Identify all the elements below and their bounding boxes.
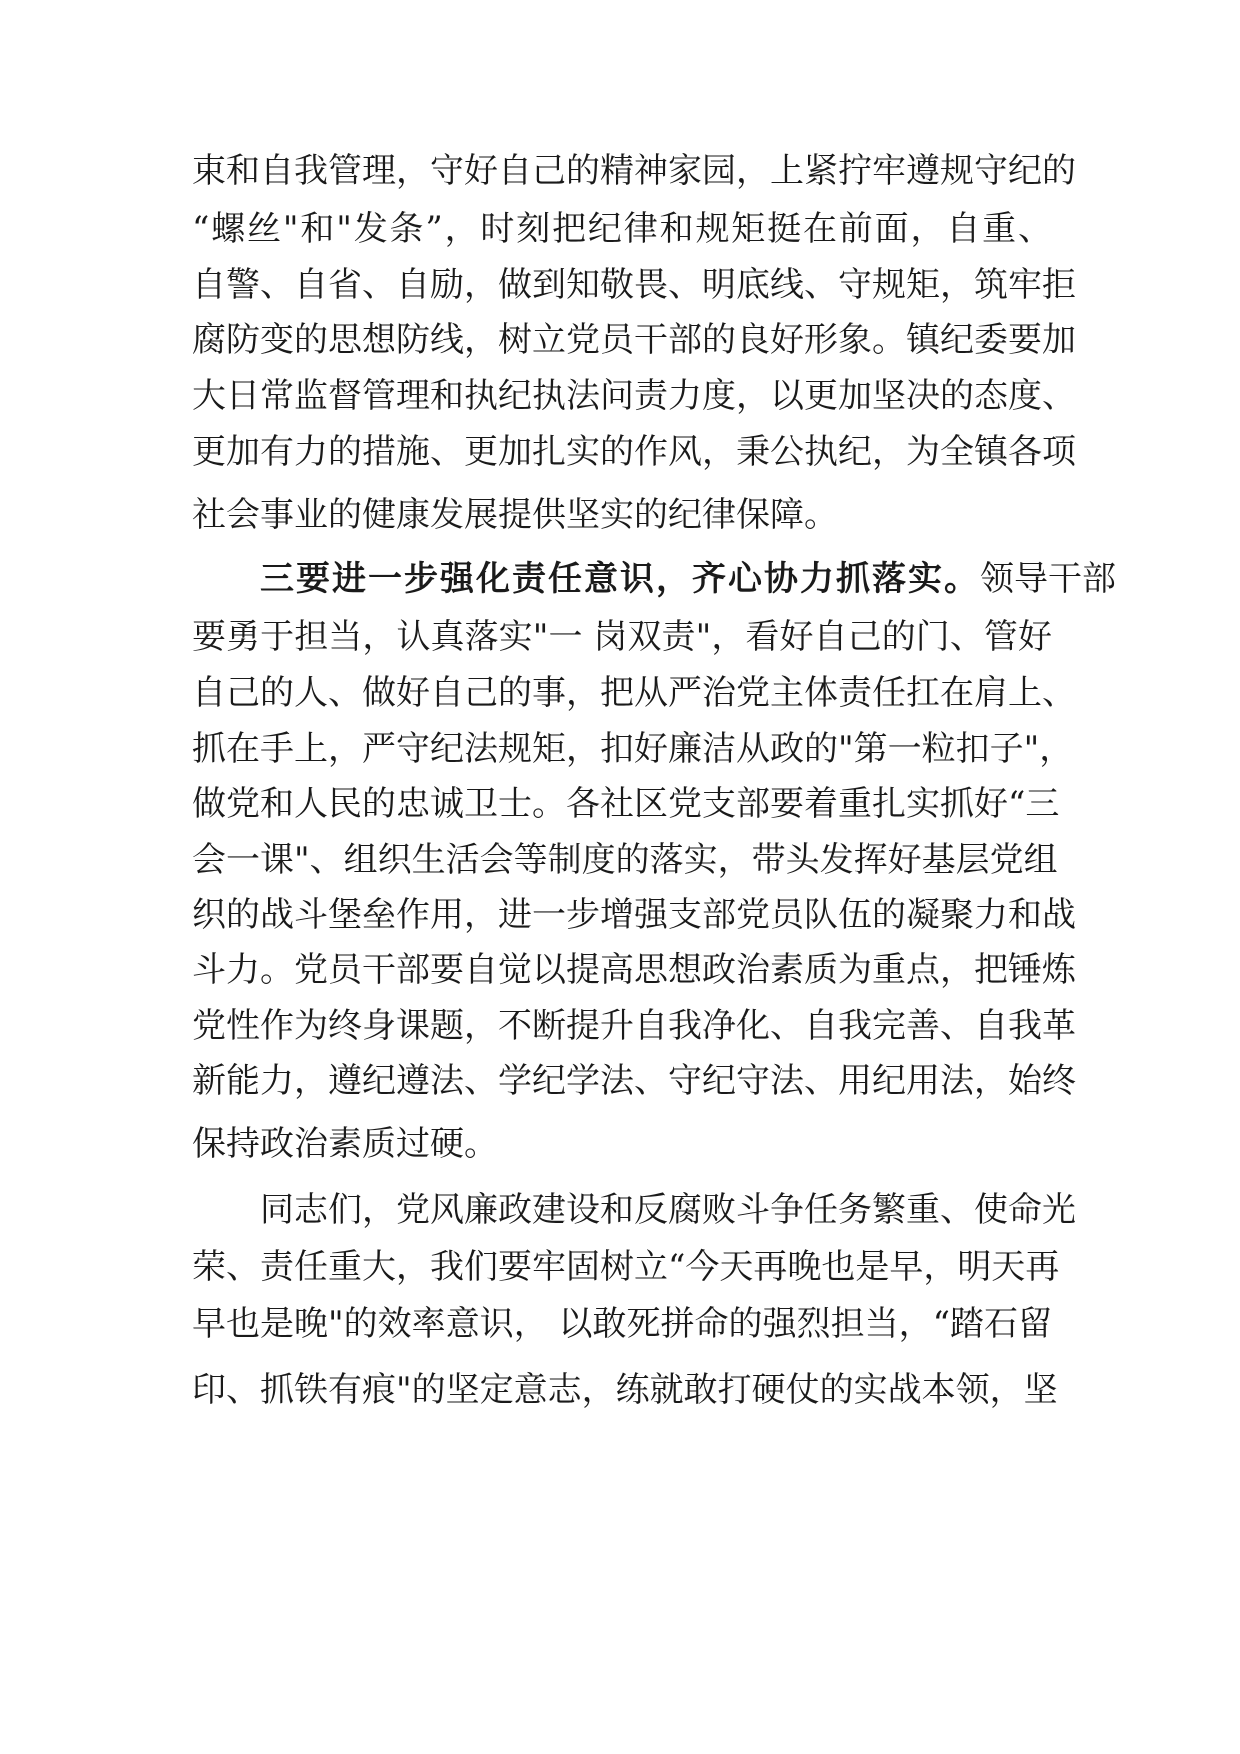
paragraph-2-line-2: 要勇于担当，认真落实"一 岗双责"，看好自己的门、管好 bbox=[192, 617, 1052, 657]
paragraph-3-line-4: 印、抓铁有痕"的坚定意志，练就敢打硬仗的实战本领，坚 bbox=[192, 1370, 1058, 1410]
paragraph-3-line-2: 荣、责任重大，我们要牢固树立“今天再晚也是早，明天再 bbox=[192, 1247, 1060, 1287]
paragraph-2-line-1 bbox=[260, 557, 1116, 601]
paragraph-2-line-6: 会一课"、组织生活会等制度的落实，带头发挥好基层党组 bbox=[192, 840, 1058, 880]
paragraph-2-line-1-rest: 领导干部 bbox=[980, 559, 1116, 599]
paragraph-1-line-5: 大日常监督管理和执纪执法问责力度，以更加坚决的态度、 bbox=[192, 376, 1076, 416]
paragraph-1-line-1: 束和自我管理，守好自己的精神家园，上紧拧牢遵规守纪的 bbox=[192, 151, 1076, 191]
paragraph-2-heading: 三要进一步强化责任意识，齐心协力抓落实。 bbox=[260, 559, 980, 599]
paragraph-1-line-3: 自警、自省、自励，做到知敬畏、明底线、守规矩，筑牢拒 bbox=[192, 265, 1076, 305]
paragraph-2-line-10: 新能力，遵纪遵法、学纪学法、守纪守法、用纪用法，始终 bbox=[192, 1061, 1076, 1101]
paragraph-1-line-4: 腐防变的思想防线，树立党员干部的良好形象。镇纪委要加 bbox=[192, 320, 1076, 360]
paragraph-2-line-11: 保持政治素质过硬。 bbox=[192, 1124, 498, 1164]
paragraph-1-line-7: 社会事业的健康发展提供坚实的纪律保障。 bbox=[192, 495, 838, 535]
paragraph-2-line-3: 自己的人、做好自己的事，把从严治党主体责任扛在肩上、 bbox=[192, 673, 1076, 713]
paragraph-1-line-2: “螺丝"和"发条”，时刻把纪律和规矩挺在前面，自重、 bbox=[192, 209, 1052, 249]
paragraph-2-line-4: 抓在手上，严守纪法规矩，扣好廉洁从政的"第一粒扣子"， bbox=[192, 729, 1074, 769]
paragraph-2-line-5: 做党和人民的忠诚卫士。各社区党支部要着重扎实抓好“三 bbox=[192, 784, 1060, 824]
paragraph-1-line-6: 更加有力的措施、更加扎实的作风，秉公执纪，为全镇各项 bbox=[192, 432, 1076, 472]
paragraph-3-line-1: 同志们，党风廉政建设和反腐败斗争任务繁重、使命光 bbox=[260, 1190, 1076, 1230]
paragraph-3-line-3: 早也是晚"的效率意识， 以敢死拼命的强烈担当，“踏石留 bbox=[192, 1304, 1052, 1344]
paragraph-2-line-8: 斗力。党员干部要自觉以提高思想政治素质为重点，把锤炼 bbox=[192, 950, 1076, 990]
paragraph-2-line-7: 织的战斗堡垒作用，进一步增强支部党员队伍的凝聚力和战 bbox=[192, 895, 1076, 935]
paragraph-2-line-9: 党性作为终身课题，不断提升自我净化、自我完善、自我革 bbox=[192, 1006, 1076, 1046]
